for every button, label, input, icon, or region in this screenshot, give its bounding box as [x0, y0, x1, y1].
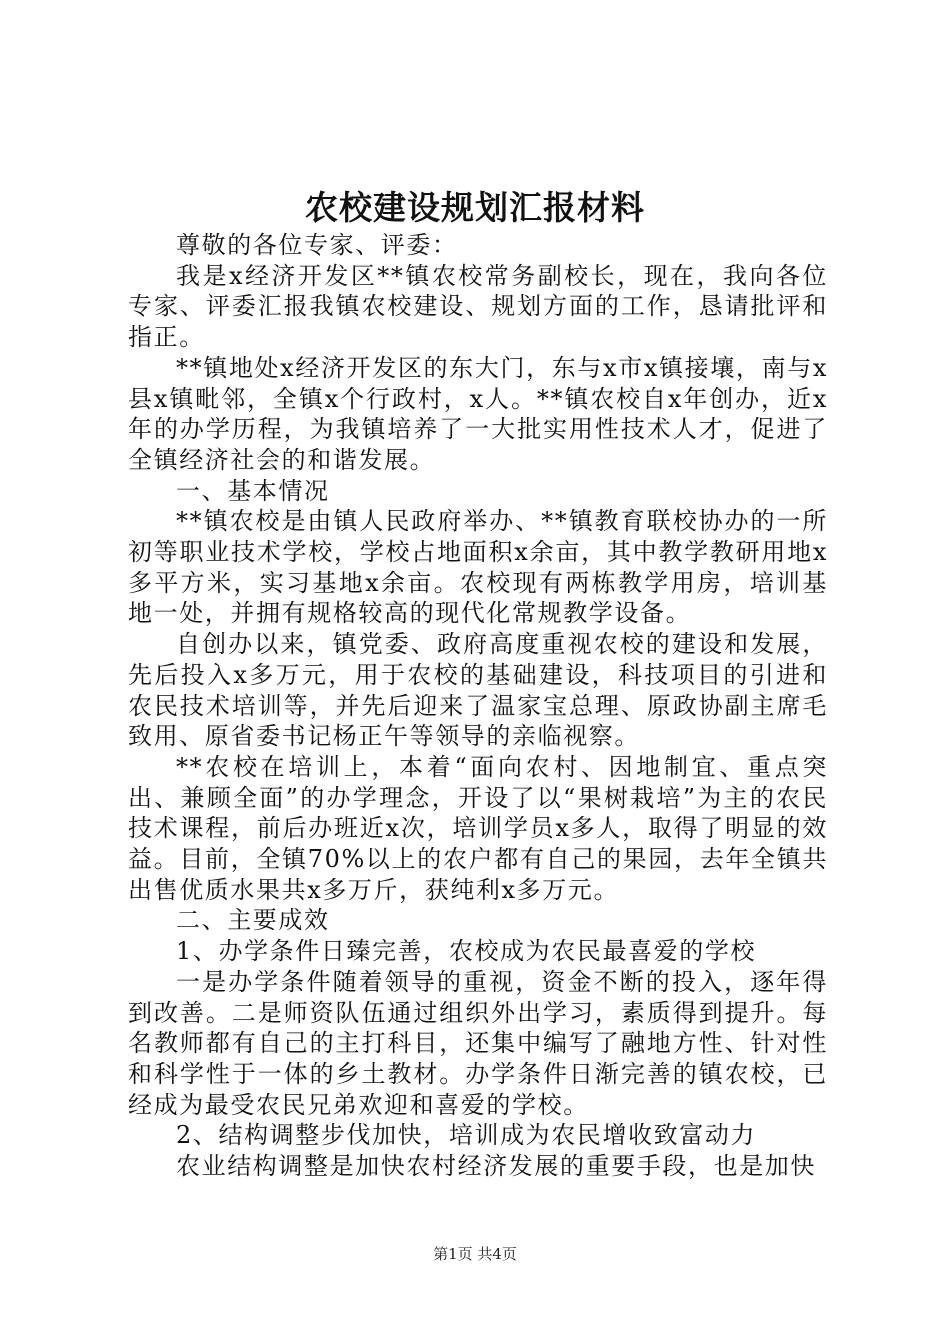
body-paragraph: **农校在培训上，本着“面向农村、因地制宜、重点突出、兼顾全面”的办学理念，开设了以“果树栽培”为主的农民技术课程，前后办班近x次，培训学员x多人，取得了明显的效益。目前，全镇70%以上的农户都有自己的果园，去年全镇共出售优质水果共x多万斤，获纯利x多万元。 [128, 752, 828, 904]
body-paragraph: **镇地处x经济开发区的东大门，东与x市x镇接壤，南与x县x镇毗邻，全镇x个行政村，x人。**镇农校自x年创办，近x年的办学历程，为我镇培养了一大批实用性技术人才，促进了全镇经济社会的和谐发展。 [128, 353, 828, 474]
body-paragraph: **镇农校是由镇人民政府举办、**镇教育联校协办的一所初等职业技术学校，学校占地面积x余亩，其中教学教研用地x多平方米，实习基地x余亩。农校现有两栋教学用房，培训基地一处，并拥有规格较高的现代化常规教学设备。 [128, 507, 828, 628]
document-body [128, 230, 828, 1182]
section-heading: 一、基本情况 [176, 476, 330, 505]
body-paragraph: 自创办以来，镇党委、政府高度重视农校的建设和发展，先后投入x多万元，用于农校的基础建设，科技项目的引进和农民技术培训等，并先后迎来了温家宝总理、原政协副主席毛致用、原省委书记杨正午等领导的亲临视察。 [128, 630, 828, 751]
subsection-heading: 1、办学条件日臻完善，农校成为农民最喜爱的学校 [176, 937, 757, 966]
body-paragraph: 农业结构调整是加快农村经济发展的重要手段，也是加快 [176, 1152, 816, 1181]
section-heading: 二、主要成效 [176, 906, 330, 935]
body-paragraph: 一是办学条件随着领导的重视，资金不断的投入，逐年得到改善。二是师资队伍通过组织外出学习，素质得到提升。每名教师都有自己的主打科目，还集中编写了融地方性、针对性和科学性于一体的乡土教材。办学条件日渐完善的镇农校，已经成为最受农民兄弟欢迎和喜爱的学校。 [128, 967, 828, 1119]
subsection-heading: 2、结构调整步伐加快，培训成为农民增收致富动力 [176, 1121, 757, 1150]
salutation-paragraph: 尊敬的各位专家、评委： [176, 231, 458, 259]
body-paragraph: 我是x经济开发区**镇农校常务副校长，现在，我向各位专家、评委汇报我镇农校建设、规划方面的工作，恳请批评和指正。 [128, 261, 828, 352]
document-title: 农校建设规划汇报材料 [305, 188, 645, 227]
page-footer: 第1页 共4页 [433, 1245, 517, 1263]
